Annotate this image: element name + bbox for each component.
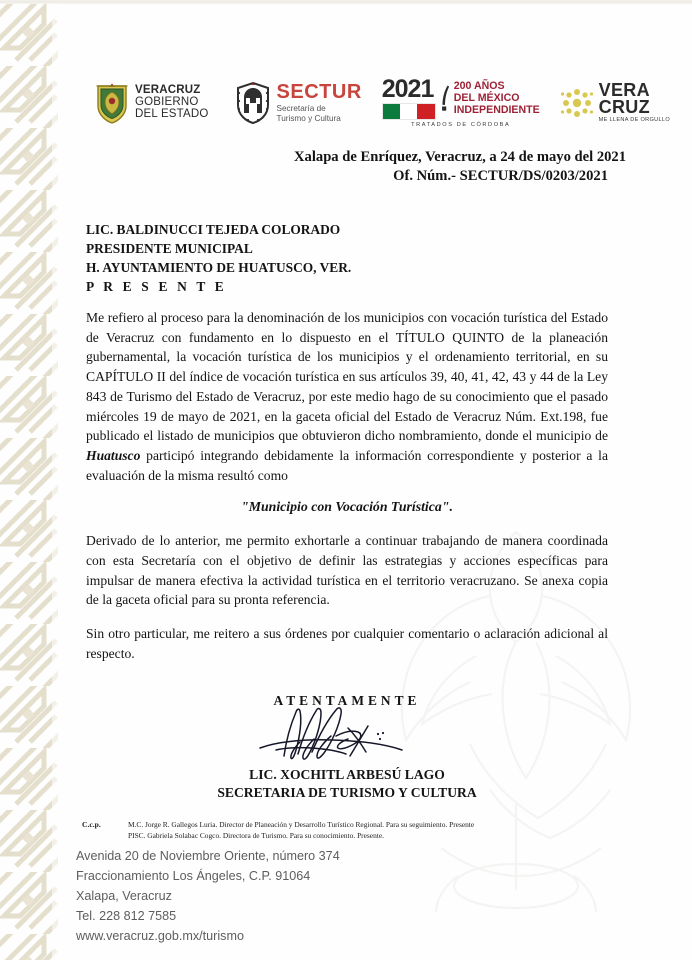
paragraph-3: Sin otro particular, me reitero a sus órdenes por cualquier comentario o aclaración adicional al respecto. xyxy=(86,626,608,661)
letter-paragraphs xyxy=(86,308,608,664)
bicentenario-year: 2021 xyxy=(381,75,434,104)
paragraph-1 xyxy=(86,308,608,485)
bicentenario-line1: 200 AÑOS xyxy=(453,80,505,93)
sectur-sub-line2: Turismo y Cultura xyxy=(276,114,341,123)
veracruz-orgullo-word2: CRUZ xyxy=(598,96,650,117)
paragraph-1-emphasis-huatusco: Huatusco xyxy=(86,447,141,463)
bicentenario-line2: DEL MÉXICO xyxy=(453,92,520,105)
office-reference-number: Of. Núm.- SECTUR/DS/0203/2021 xyxy=(393,168,608,185)
paragraph-1-part-2: participó integrando debidamente la información correspondiente y posterior a la evaluación de la misma resultó como xyxy=(86,447,608,483)
dateline-block xyxy=(86,148,626,187)
paragraph-1-part-1: Me refiero al proceso para la denominación de los municipios con vocación turística del Estado de Veracruz con fundamento en lo dispuesto en el TÍTULO QUINTO de la planeación gubernamental, la vocación turística de los municipios y el ordenamiento territorial, en su CAPÍTULO II del índice de vocación turística en sus artículos 39, 40, 41, 42, 43 y 44 de la Ley 843 de Turismo del Estado de Veracruz, por este medio hago de su conocimiento que el pasado miércoles 19 de mayo de 2021, en la gaceta oficial del Estado de Veracruz Núm. Ext.198, fue publicado el listado de municipios que obtuvieron dicho nombramiento, donde el municipio de xyxy=(86,310,608,444)
footer-website: www.veracruz.gob.mx/turismo xyxy=(76,928,244,943)
ccp-recipient-1: M.C. Jorge R. Gallegos Luria. Director de Planeación y Desarrollo Turístico Regional. Para su seguimiento. Presente xyxy=(128,820,475,829)
signer-name: LIC. XOCHITL ARBESÚ LAGO xyxy=(249,767,445,782)
footer-neighborhood: Fraccionamiento Los Ángeles, C.P. 91064 xyxy=(76,868,311,883)
footer-phone: Tel. 228 812 7585 xyxy=(76,908,177,923)
bicentenario-line3: INDEPENDIENTE xyxy=(453,103,540,116)
footer-street: Avenida 20 de Noviembre Oriente, número 374 xyxy=(76,849,340,863)
logo-veracruz-line1: VERACRUZ xyxy=(135,84,201,97)
footer-address-block xyxy=(76,847,556,946)
logo-veracruz-line3: DEL ESTADO xyxy=(135,107,209,120)
addressee-block xyxy=(86,220,526,296)
handwritten-signature xyxy=(240,706,460,768)
sectur-sub-line1: Secretaría de xyxy=(276,104,326,113)
footer-city: Xalapa, Veracruz xyxy=(76,888,172,903)
sectur-wordmark: SECTUR xyxy=(276,81,362,103)
paragraph-2: Derivado de lo anterior, me permito exhortarle a continuar trabajando de manera coordinada con esta Secretaría con el objetivo de definir las estrategias y acciones específicas para impulsar de manera efectiva la actividad turística en el territorio veracruzano. Se anexa copia de la gaceta oficial para su pronta referencia. xyxy=(86,533,608,608)
logo-veracruz-line2: GOBIERNO xyxy=(135,96,199,109)
addressee-position: PRESIDENTE MUNICIPAL xyxy=(86,241,253,257)
bicentenario-caption: TRATADOS DE CÓRDOBA xyxy=(411,121,511,128)
designation-quote: "Municipio con Vocación Turística". xyxy=(241,499,453,515)
signer-block xyxy=(86,766,608,801)
addressee-presente: P R E S E N T E xyxy=(86,279,227,295)
addressee-name: LIC. BALDINUCCI TEJEDA COLORADO xyxy=(86,222,341,237)
place-and-date: Xalapa de Enríquez, Veracruz, a 24 de mayo del 2021 xyxy=(294,149,626,165)
signer-title: SECRETARIA DE TURISMO Y CULTURA xyxy=(217,784,477,800)
ccp-recipient-2: PISC. Gabriela Solabac Cogco. Directora de Turismo. Para su conocimiento. Presente. xyxy=(128,831,384,841)
carbon-copy-block xyxy=(82,819,622,841)
veracruz-orgullo-word1: VERA xyxy=(598,80,650,101)
veracruz-orgullo-tagline: ME LLENA DE ORGULLO xyxy=(598,117,670,124)
addressee-institution: H. AYUNTAMIENTO DE HUATUSCO, VER. xyxy=(86,260,352,276)
ccp-label: C.c.p. xyxy=(82,819,101,829)
closing-salutation: ATENTAMENTE xyxy=(273,693,421,708)
